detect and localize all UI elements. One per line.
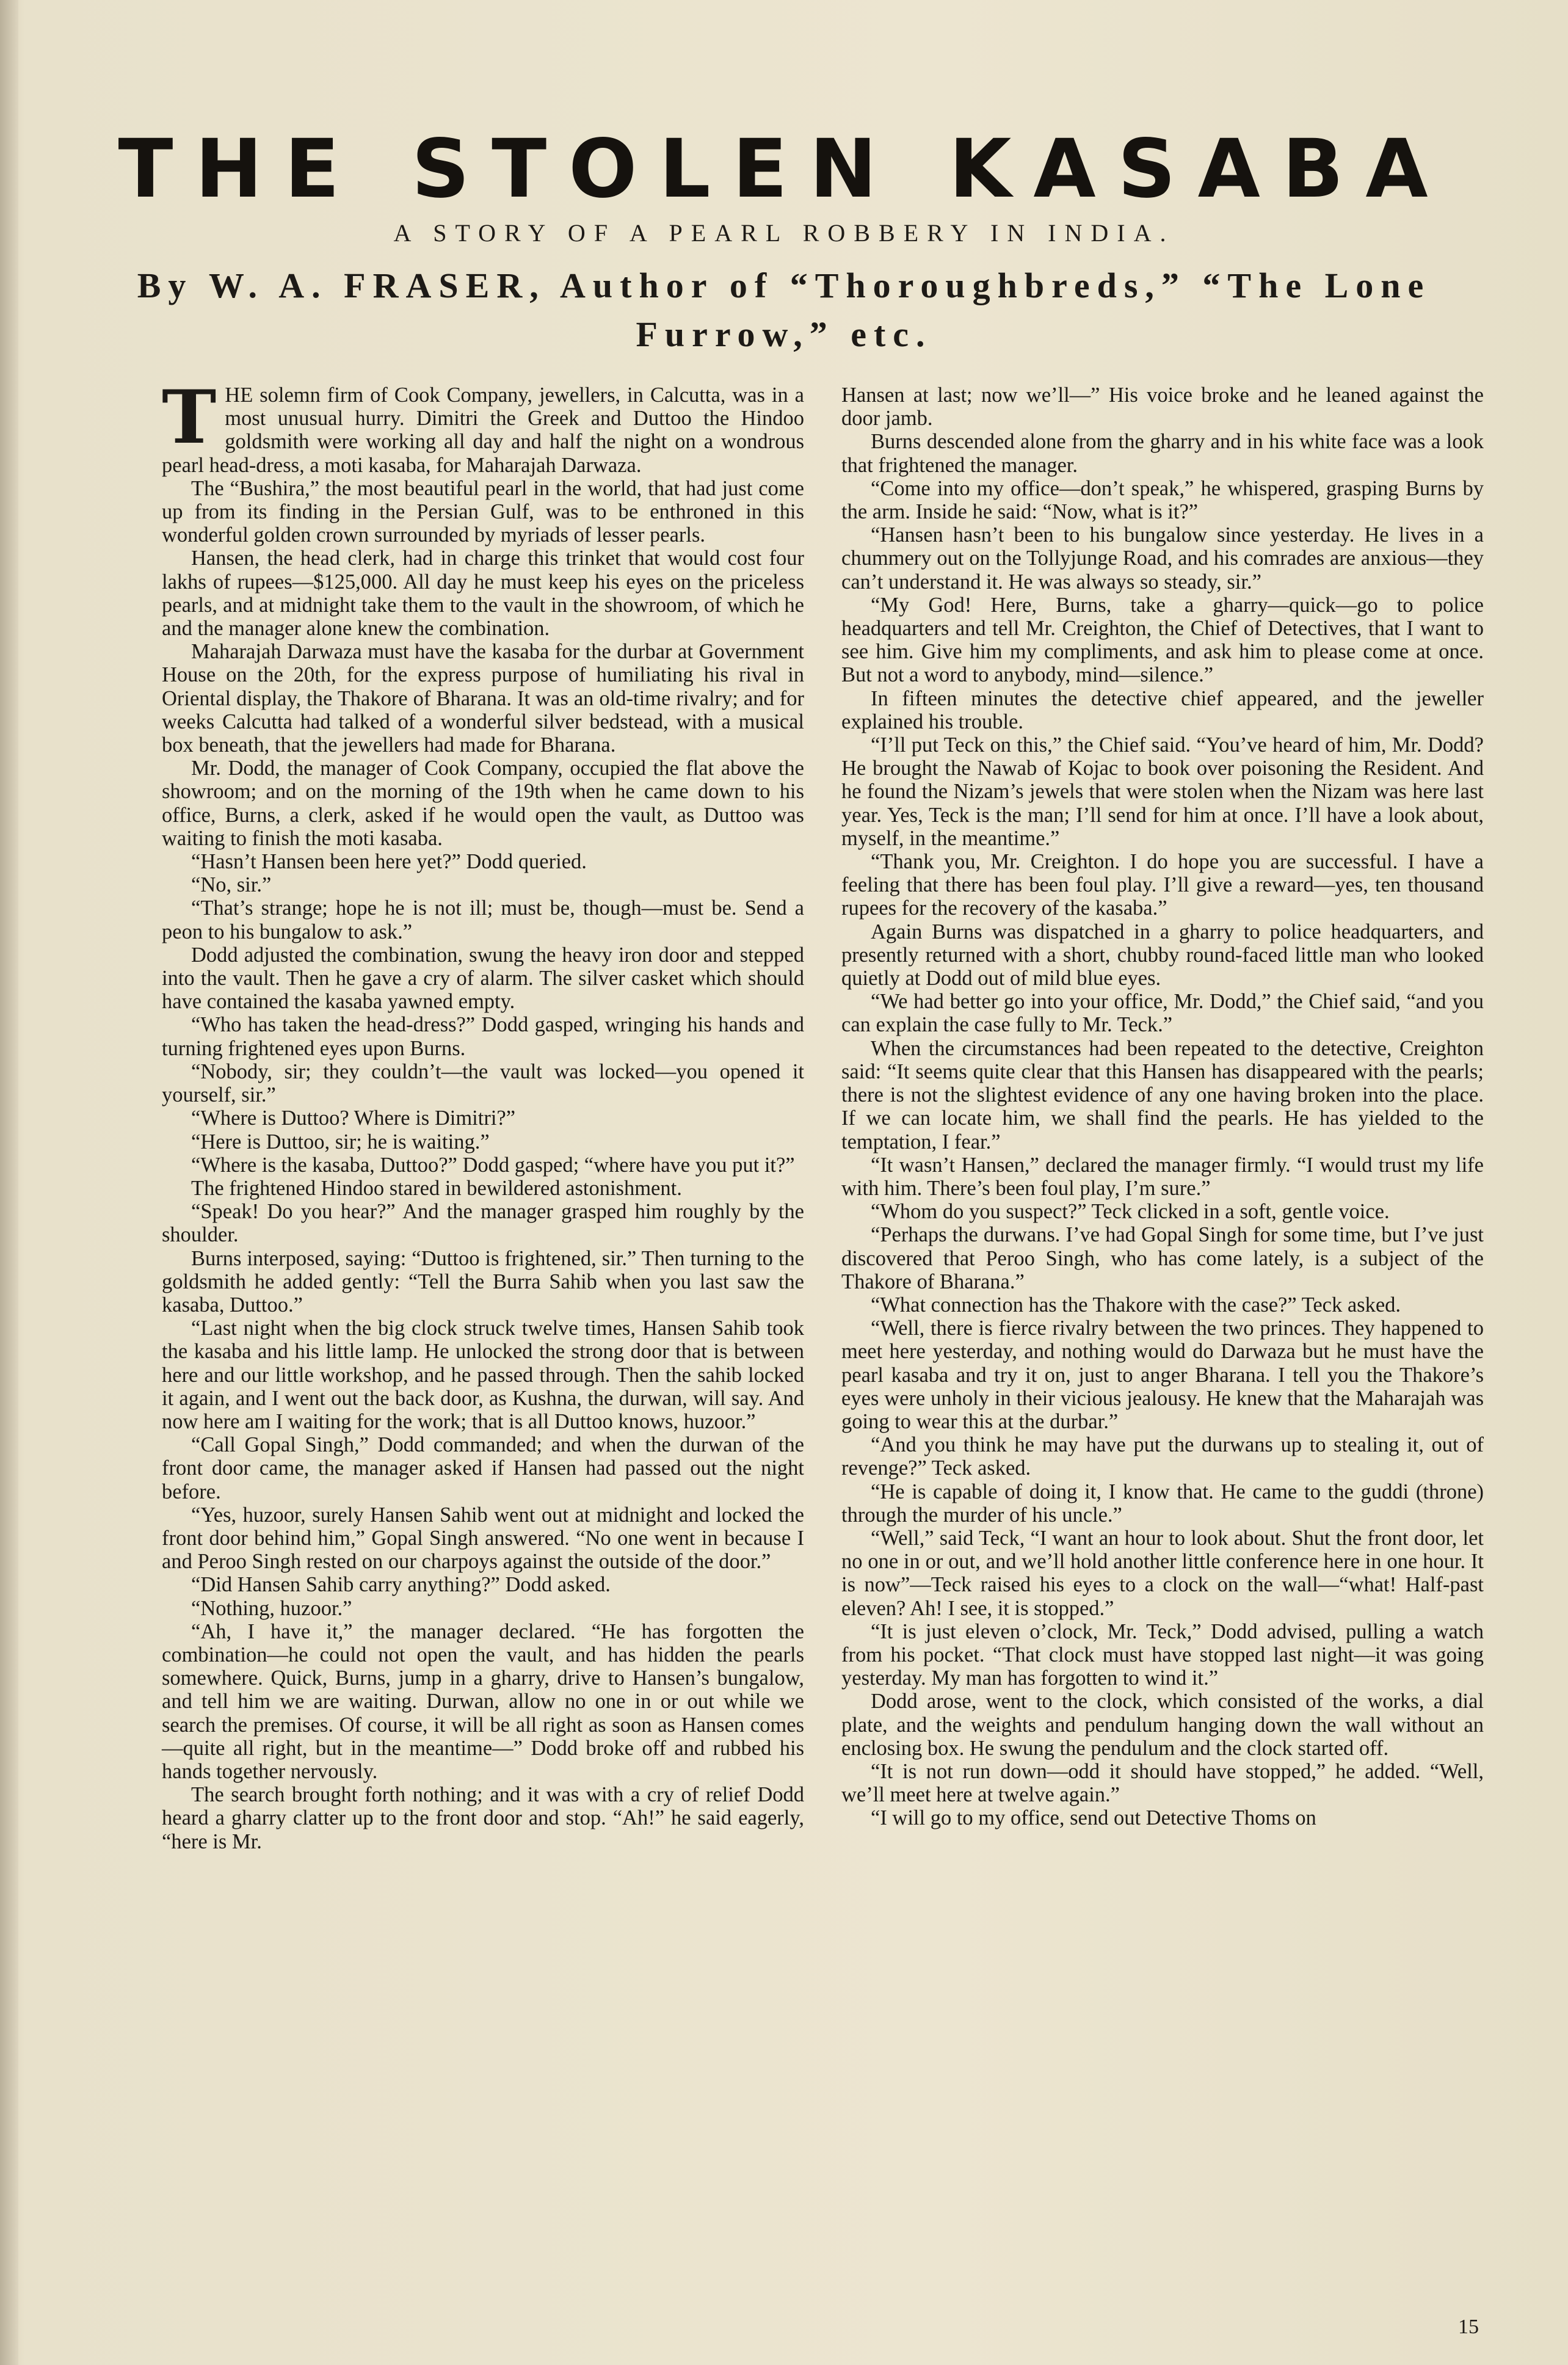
paragraph: “It is just eleven o’clock, Mr. Teck,” Dodd advised, pulling a watch from his pocket. “That clock must have stopped last night—it was going yesterday. My man has forgotten to wind it.” — [841, 1619, 1484, 1690]
right-column — [841, 383, 1484, 1830]
paragraph: “Last night when the big clock struck twelve times, Hansen Sahib took the kasaba and his little lamp. He unlocked the strong door that is between here and our little workshop, and he passed through. Then the sahib locked it again, and I went out the back door, as Kushna, the durwan, will say. And now here am I waiting for the work; that is all Duttoo knows, huzoor.” — [162, 1317, 804, 1433]
paragraph: Dodd arose, went to the clock, which consisted of the works, a dial plate, and the weights and pendulum hanging down the wall without an enclosing box. He swung the pendulum and the clock started off. — [841, 1690, 1484, 1760]
page-number: 15 — [1458, 2316, 1479, 2338]
paragraph: The “Bushira,” the most beautiful pearl in the world, that had just come up from its finding in the Persian Gulf, was to be enthroned in this wonderful golden crown surrounded by myriads of lesser pearls. — [162, 476, 804, 547]
paragraph: “That’s strange; hope he is not ill; must be, though—must be. Send a peon to his bungalow to ask.” — [162, 896, 804, 943]
paragraph: “Where is Duttoo? Where is Dimitri?” — [191, 1106, 516, 1130]
paragraph: “Whom do you suspect?” Teck clicked in a soft, gentle voice. — [871, 1200, 1390, 1224]
paragraph: The search brought forth nothing; and it was with a cry of relief Dodd heard a gharry clatter up to the front door and stop. “Ah!” he said eagerly, “here is Mr. — [162, 1783, 804, 1853]
paragraph: “I will go to my office, send out Detective Thoms on — [871, 1806, 1316, 1830]
paragraph: “Speak! Do you hear?” And the manager grasped him roughly by the shoulder. — [162, 1200, 804, 1247]
paragraph: Hansen at last; now we’ll—” His voice broke and he leaned against the door jamb. — [841, 383, 1484, 430]
paragraph: “Nothing, huzoor.” — [191, 1596, 352, 1620]
paragraph: Maharajah Darwaza must have the kasaba for the durbar at Government House on the 20th, for the express purpose of humiliating his rival in Oriental display, the Thakore of Bharana. It was an old-time rivalry; and for weeks Calcutta had talked of a wonderful silver bedstead, with a musical box beneath, that the jewellers had made for Bharana. — [162, 640, 804, 757]
paragraph: “Well, there is fierce rivalry between the two princes. They happened to meet here yesterday, and nothing would do Darwaza but he must have the pearl kasaba and try it on, just to anger Bharana. I tell you the Thakore’s eyes were unholy in their vicious jealousy. He knew that the Maharajah was going to wear this at the durbar.” — [841, 1317, 1484, 1433]
paragraph: “Call Gopal Singh,” Dodd commanded; and when the durwan of the front door came, the manager asked if Hansen had passed out the night before. — [162, 1433, 804, 1503]
paragraph: “I’ll put Teck on this,” the Chief said. “You’ve heard of him, Mr. Dodd? He brought the Nawab of Kojac to book over poisoning the Resident. And he found the Nizam’s jewels that were stolen when the Nizam was here last year. Yes, Teck is the man; I’ll send for him at once. I’ll have a look about, myself, in the meantime.” — [841, 733, 1484, 850]
page-binding-edge — [0, 0, 18, 2365]
paragraph-text: HE solemn firm of Cook Company, jewellers, in Calcutta, was in a most unusual hurry. Dimitri the Greek and Duttoo the Hindoo goldsmith were working all day and half the night on a wondrous pearl head-dress, a moti kasaba, for Maharajah Darwaza. — [162, 383, 804, 477]
paragraph: “What connection has the Thakore with the case?” Teck asked. — [871, 1293, 1401, 1317]
paragraph: “He is capable of doing it, I know that. He came to the guddi (throne) through the murder of his uncle.” — [841, 1480, 1484, 1527]
paragraph: In fifteen minutes the detective chief appeared, and the jeweller explained his trouble. — [841, 686, 1484, 733]
paragraph: Burns descended alone from the gharry and in his white face was a look that frightened the manager. — [841, 430, 1484, 477]
paragraph: “Who has taken the head-dress?” Dodd gasped, wringing his hands and turning frightened eyes upon Burns. — [162, 1013, 804, 1060]
paragraph: “And you think he may have put the durwans up to stealing it, out of revenge?” Teck asked. — [841, 1433, 1484, 1480]
story-title: THE STOLEN KASABA — [118, 122, 1450, 216]
paragraph: Again Burns was dispatched in a gharry to police headquarters, and presently returned with a short, chubby round-faced little man who looked quietly at Dodd out of mild blue eyes. — [841, 920, 1484, 990]
paragraph: “Perhaps the durwans. I’ve had Gopal Singh for some time, but I’ve just discovered that Peroo Singh, who has come lately, is a subject of the Thakore of Bharana.” — [841, 1223, 1484, 1293]
story-subtitle: A STORY OF A PEARL ROBBERY IN INDIA. — [393, 219, 1175, 247]
paragraph: “No, sir.” — [191, 873, 272, 897]
paragraph: “It is not run down—odd it should have stopped,” he added. “Well, we’ll meet here at twelve again.” — [841, 1759, 1484, 1807]
paragraph: “My God! Here, Burns, take a gharry—quick—go to police headquarters and tell Mr. Creighton, the Chief of Detectives, that I want to see him. Give him my compliments, and ask him to please come at once. But not a word to anybody, mind—silence.” — [841, 593, 1484, 687]
left-column — [162, 374, 804, 1853]
paragraph: “Hasn’t Hansen been here yet?” Dodd queried. — [191, 850, 587, 874]
paragraph: “Thank you, Mr. Creighton. I do hope you are successful. I have a feeling that there has been foul play. I’ll give a reward—yes, ten thousand rupees for the recovery of the kasaba.” — [841, 850, 1484, 920]
paragraph: Mr. Dodd, the manager of Cook Company, occupied the flat above the showroom; and on the morning of the 19th when he came down to his office, Burns, a clerk, asked if he would open the vault, as Duttoo was waiting to finish the moti kasaba. — [162, 757, 804, 850]
paragraph: “It wasn’t Hansen,” declared the manager firmly. “I would trust my life with him. There’s been foul play, I’m sure.” — [841, 1153, 1484, 1200]
paragraph — [162, 374, 804, 477]
paragraph: The frightened Hindoo stared in bewildered astonishment. — [191, 1176, 682, 1200]
paragraph: “Nobody, sir; they couldn’t—the vault was locked—you opened it yourself, sir.” — [162, 1059, 804, 1107]
paragraph: Dodd adjusted the combination, swung the heavy iron door and stepped into the vault. Then he gave a cry of alarm. The silver casket which should have contained the kasaba yawned empty. — [162, 943, 804, 1014]
paragraph: Burns interposed, saying: “Duttoo is frightened, sir.” Then turning to the goldsmith he added gently: “Tell the Burra Sahib when you last saw the kasaba, Duttoo.” — [162, 1246, 804, 1317]
paragraph: “Did Hansen Sahib carry anything?” Dodd asked. — [191, 1573, 611, 1597]
paragraph: “Well,” said Teck, “I want an hour to look about. Shut the front door, let no one in or out, and we’ll hold another little conference here in one hour. It is now”—Teck raised his eyes to a clock on the wall—“what! Half-past eleven? Ah! I see, it is stopped.” — [841, 1526, 1484, 1620]
drop-cap: T — [162, 374, 217, 460]
paragraph: “We had better go into your office, Mr. Dodd,” the Chief said, “and you can explain the case fully to Mr. Teck.” — [841, 990, 1484, 1037]
paragraph: “Hansen hasn’t been to his bungalow since yesterday. He lives in a chummery out on the Tollyjunge Road, and his comrades are anxious—they can’t understand it. He was always so steady, sir.” — [841, 523, 1484, 594]
paragraph: “Yes, huzoor, surely Hansen Sahib went out at midnight and locked the front door behind him,” Gopal Singh answered. “No one went in because I and Peroo Singh rested on our charpoys against the outside of the door.” — [162, 1503, 804, 1574]
paragraph: “Ah, I have it,” the manager declared. “He has forgotten the combination—he could not open the vault, and has hidden the pearls somewhere. Quick, Burns, jump in a gharry, drive to Hansen’s bungalow, and tell him we are waiting. Durwan, allow no one in or out while we search the premises. Of course, it will be all right as soon as Hansen comes—quite all right, but in the meantime—” Dodd broke off and rubbed his hands together nervously. — [162, 1619, 804, 1783]
paragraph: Hansen, the head clerk, had in charge this trinket that would cost four lakhs of rupees—$125,000. All day he must keep his eyes on the priceless pearls, and at midnight take them to the vault in the showroom, of which he and the manager alone knew the combination. — [162, 547, 804, 641]
paragraph: When the circumstances had been repeated to the detective, Creighton said: “It seems quite clear that this Hansen has disappeared with the pearls; there is not the slightest evidence of any one having broken into the place. If we can locate him, we shall find the pearls. He has yielded to the temptation, I fear.” — [841, 1036, 1484, 1153]
paragraph: “Where is the kasaba, Duttoo?” Dodd gasped; “where have you put it?” — [191, 1153, 795, 1177]
paragraph: “Come into my office—don’t speak,” he whispered, grasping Burns by the arm. Inside he said: “Now, what is it?” — [841, 476, 1484, 524]
paragraph: “Here is Duttoo, sir; he is waiting.” — [191, 1130, 490, 1153]
story-byline: By W. A. FRASER, Author of “Thoroughbreds,” “The Lone Furrow,” etc. — [137, 266, 1431, 354]
